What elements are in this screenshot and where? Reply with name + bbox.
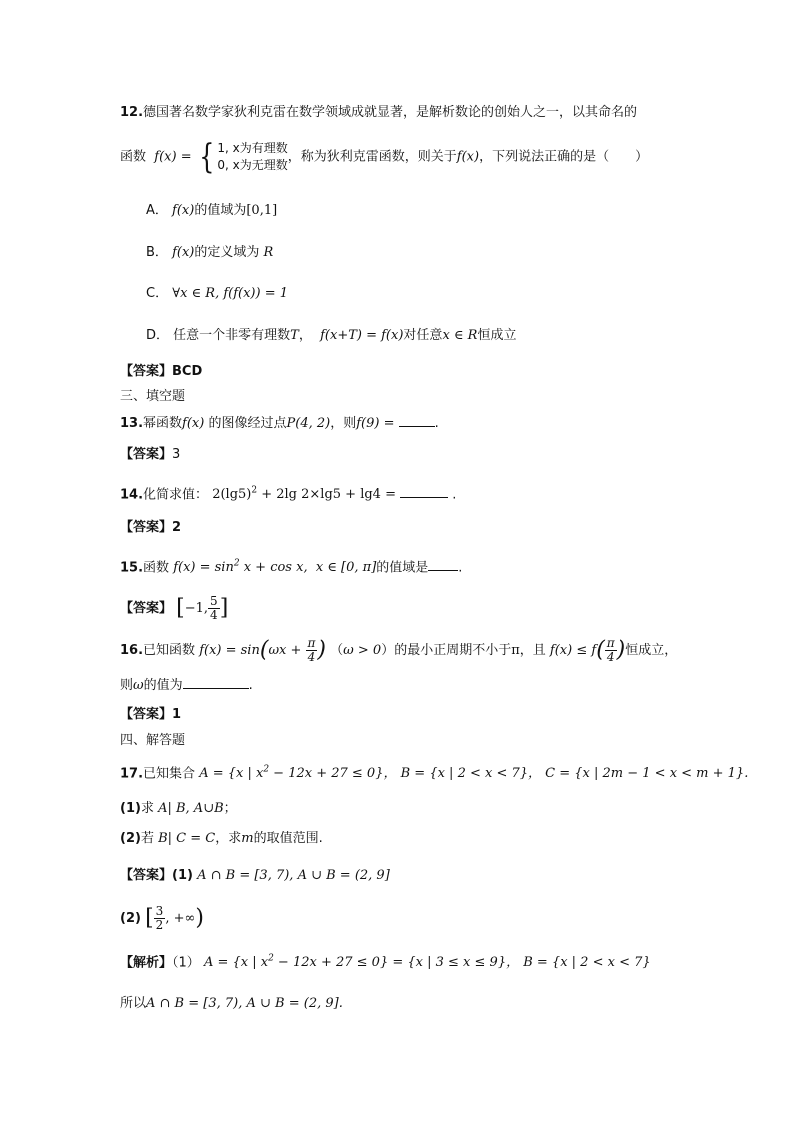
q13-stem [120,414,439,433]
q16-omega: ω [133,678,144,693]
q12-stem-text2b: ，称为狄利克雷函数，则关于 [287,149,457,165]
q12-option-d-label: D． [146,328,170,343]
q12-option-b-label: B． [146,245,168,260]
q17-ans2-inf: , +∞ [165,911,196,926]
q15-answer-rbracket: ] [219,595,229,621]
section-solution-title: 四、解答题 [120,733,186,748]
q17-part2-text2: ，求 [215,831,242,846]
q13-answer-value: 3 [172,447,181,462]
q13-f9: f(9) = [356,416,395,431]
q14-text: 化简求值： [143,487,209,503]
q17-ans2-fraction: $\frac{3}{2}$ [155,904,164,932]
q15-answer-lbracket: [ [176,595,185,621]
q12-option-b [146,244,273,262]
q15-function: $f(x) = \sin^2 x + \cos x$, x ∈ [0, π] [173,559,377,576]
q12-option-d-x: x ∈ R [442,328,478,343]
q16-answer-value: 1 [172,707,182,722]
q16-function: f(x) = sin(ωx + $\frac{\pi}{4}$ ) [199,636,327,664]
q15-answer-minus1: −1, [184,601,209,616]
q12-option-a-range: [0,1] [246,203,278,218]
q16-number: 16. [120,643,144,658]
q12-answer [120,363,202,381]
q14-answer-value: 2 [172,520,182,535]
q12-option-a [146,202,277,220]
q17-stem [120,761,748,783]
q12-option-c-math: ∀x ∈ R, f(f(x)) = 1 [172,286,289,301]
q12-stem-line2 [120,137,649,177]
q17-part1-math: A| B, A∪B [158,801,224,816]
q17-analysis [120,950,651,972]
q17-conclusion-math: A ∩ B = [3, 7), A ∪ B = (2, 9]. [146,996,343,1011]
q16-blank [183,676,249,689]
q15-answer [120,595,228,622]
q12-option-d-t: T [290,328,299,343]
q16-stem-line2: 则ω的值为 . [120,678,253,693]
q13-blank [399,414,435,427]
q17-conclusion [120,995,343,1013]
q17-part1: (1)求 A| B, A∪B； [120,801,237,816]
q13-point: P(4, 2) [286,416,331,431]
q17-analysis-label: 【解析】 [120,955,173,971]
q12-stem-text2c: ，下列说法正确的是（ ） [479,149,649,165]
q17-text1: 已知集合 [143,766,196,782]
q12-option-c [146,285,288,303]
q16-answer [120,706,181,724]
q13-text1: 幂函数 [143,416,183,431]
q14-answer-label: 【答案】 [120,520,173,535]
q16-inequality: f(x) ≤ f( $\frac{\pi}{4}$ ) [549,636,626,664]
q12-stem-line1 [120,104,637,122]
section-fill-in-title: 三、填空题 [120,389,186,404]
q13-end: . [434,416,439,431]
q16-text2: 的最小正周期不小于 [394,643,512,658]
q16-stem-line1: 16.已知函数 f(x) = sin(ωx + $\frac{\pi}{4}$ ) （ω > 0）的最小正周期不小于π，且 f(x) ≤ f( $\frac{\pi}{4}$ )恒成立， [120,636,678,664]
q13-text2: 的图像经过点 [208,416,287,431]
q17-part2-text3: 的取值范围. [253,831,323,846]
q15-answer-fraction: $\frac{5}{4}$ [210,594,218,622]
q17-part2-math: B| C = C [158,831,216,846]
q12-case2: 0, x为无理数 [217,158,288,172]
q12-stem-text2a: 函数 [120,149,147,165]
q12-fx: f(x) [456,149,480,165]
q12-option-b-fx: f(x) [172,245,195,260]
q12-option-a-text: 的值域为 [194,203,247,218]
q12-option-b-text: 的定义域为 [194,245,260,260]
q16-line2a: 则 [120,678,134,693]
q13-answer-label: 【答案】 [120,447,173,462]
q12-option-b-r: R [263,245,274,260]
q12-answer-value: BCD [172,364,203,379]
q12-option-d-text1: 任意一个非零有理数 [173,328,291,343]
q17-part2-m: m [241,831,254,846]
q17-conclusion-text: 所以 [120,996,147,1011]
q13-number: 13. [120,416,144,431]
q17-answer-part2 [120,905,204,932]
q15-stem: 15.函数 $f(x) = \sin^2 x + \cos x$, x ∈ [0, π]的值域是 . [120,559,463,576]
q16-line2b: 的值为 [143,678,183,693]
q12-option-d-text3: 恒成立 [477,328,517,343]
q12-answer-label: 【答案】 [120,364,173,379]
q12-function-def: f(x) = [150,149,192,165]
q17-analysis-part: （1） [172,955,200,971]
q17-ans2-rparen: ) [195,905,204,931]
q16-text4: 恒成立， [625,643,678,658]
q16-omega-cond: ω > 0 [343,643,382,658]
q13-answer [120,446,180,464]
q16-answer-label: 【答案】 [120,707,173,722]
q17-ans1-label: (1) [172,868,193,883]
q14-stem: 14.化简求值： $2(\lg 5)^2 + 2\lg$ 2×lg5 + lg4 = . [120,486,457,503]
q12-option-d: D． 任意一个非零有理数T， f(x+T) = f(x)对任意x ∈ R恒成立 [146,328,517,343]
q12-stem-text1: 德国著名数学家狄利克雷在数学领域成就显著，是解析数论的创始人之一，以其命名的 [143,105,638,120]
q16-text1: 已知函数 [143,643,196,658]
q17-part2 [120,830,323,848]
q17-answer-label: 【答案】 [120,868,173,883]
q16-pi: π [511,643,520,658]
q12-option-a-label: A． [146,203,168,218]
q17-analysis-math: A = {x | $x^2 - 12x + 27 \le 0\} = \{x$ | 3 ≤ x ≤ 9}， B = {x | 2 < x < 7} [203,954,651,971]
q12-piecewise: { 1, x为有理数 0, x为无理数 [198,137,288,177]
q17-part2-text1: 若 [140,831,154,846]
q14-answer [120,519,181,537]
q13-fx: f(x) [182,416,205,431]
q15-answer-label: 【答案】 [120,601,173,616]
q14-blank [400,485,448,498]
q13-text3: ，则 [330,416,357,431]
q12-option-c-label: C． [146,286,169,301]
q12-option-d-math: f(x+T) = f(x) [315,328,404,343]
q14-expression: $2(\lg 5)^2 + 2\lg$ 2×lg5 + lg4 = [212,486,396,503]
q14-number: 14. [120,487,144,503]
q17-number: 17. [120,766,144,782]
q17-ans2-lbracket: [ [145,905,154,931]
q15-text1: 函数 [143,560,170,576]
q17-part2-label: (2) [120,831,141,846]
q15-text2: 的值域是 [376,560,429,576]
q12-number: 12. [120,105,144,120]
q15-blank [428,558,458,571]
q12-option-d-text2: 对任意 [403,328,443,343]
q17-ans1-math: A ∩ B = [3, 7), A ∪ B = (2, 9] [197,868,390,883]
q12-case1: 1, x为有理数 [217,141,288,155]
q17-sets: A = {x | $x^2 - 12x + 27 \le 0$}， B = {x | 2 < x < 7}， C = {x | 2m − 1 < x < m + 1}. [199,765,749,782]
q17-answer [120,867,390,885]
q16-text3: ，且 [519,643,546,658]
q17-ans2-label: (2) [120,911,141,926]
q17-part1-label: (1) [120,801,141,816]
q17-part1-text: 求 [140,801,154,816]
q15-number: 15. [120,560,144,576]
q12-option-a-fx: f(x) [172,203,195,218]
